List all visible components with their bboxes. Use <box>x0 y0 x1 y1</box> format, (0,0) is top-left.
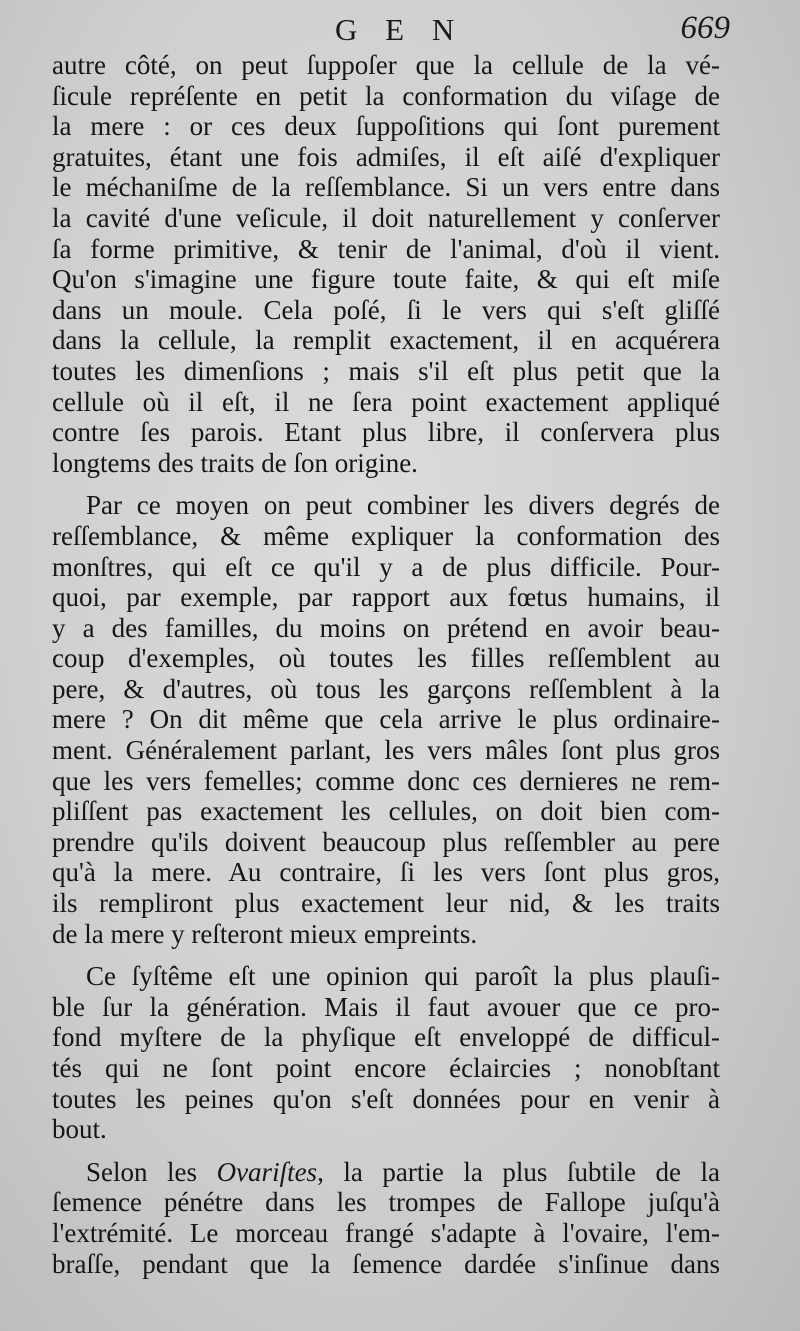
paragraph <box>52 490 720 949</box>
text-line: autre côté, on peut ſuppoſer que la cellule de la vé- <box>52 50 720 80</box>
text-line: ſa forme primitive, & tenir de l'animal, d'où il vient. <box>52 233 720 264</box>
text-line: mere ? On dit même que cela arrive le plus ordinaire- <box>52 704 720 735</box>
text-line: dans un moule. Cela poſé, ſi le vers qui s'eſt gliſſé <box>52 294 720 325</box>
text-line: Ce ſyſtême eſt une opinion qui paroît la plus plauſi- <box>86 961 720 992</box>
text-line: pliſſent pas exactement les cellules, on doit bien com- <box>52 796 720 827</box>
page-number: 669 <box>680 10 730 46</box>
text-line: ſicule repréſente en petit la conformation du viſage de <box>52 80 720 111</box>
text-line: ble ſur la génération. Mais il faut avouer que ce pro- <box>52 991 720 1022</box>
paragraph <box>52 1157 720 1279</box>
body-text <box>52 50 720 1279</box>
text-line: braſſe, pendant que la ſemence dardée s'inſinue dans <box>52 1248 720 1279</box>
text-line: toutes les peines qu'on s'eſt données pour en venir à <box>52 1083 720 1114</box>
text-line: reſſemblance, & même expliquer la conformation des <box>52 520 720 551</box>
text-line: l'extrémité. Le morceau frangé s'adapte à l'ovaire, l'em- <box>52 1217 720 1248</box>
text-line: tés qui ne ſont point encore éclaircies ; nonobſtant <box>52 1053 720 1083</box>
text-line: y a des familles, du moins on prétend en avoir beau- <box>52 612 720 643</box>
text-line: ils rempliront plus exactement leur nid, & les traits <box>52 888 720 919</box>
text-line: la cavité d'une veſicule, il doit naturellement y conſerver <box>52 202 720 233</box>
text-line: le méchaniſme de la reſſemblance. Si un vers entre dans <box>52 172 720 203</box>
text-line: que les vers femelles; comme donc ces dernieres ne rem- <box>52 765 720 796</box>
text-line: longtems des traits de ſon origine. <box>52 447 418 478</box>
text-line: Selon les Ovariſtes, la partie la plus ſubtile de la <box>86 1156 720 1187</box>
text-line: coup d'exemples, où toutes les filles reſſemblent au <box>52 643 720 674</box>
paragraph <box>52 961 720 1145</box>
paragraph <box>52 50 720 478</box>
text-line: monſtres, qui eſt ce qu'il y a de plus difficile. Pour- <box>52 551 720 582</box>
text-line: quoi, par exemple, par rapport aux fœtus humains, il <box>52 582 720 613</box>
running-head: G E N <box>335 12 465 47</box>
text-line: gratuites, étant une fois admiſes, il eſt aiſé d'expliquer <box>52 141 720 172</box>
paragraph-gap <box>52 1145 720 1157</box>
text-line: ment. Généralement parlant, les vers mâles ſont plus gros <box>52 735 720 766</box>
text-line: de la mere y reſteront mieux empreints. <box>52 918 478 949</box>
page-header <box>0 8 800 48</box>
text-line: dans la cellule, la remplit exactement, il en acquérera <box>52 325 720 356</box>
text-line: pere, & d'autres, où tous les garçons reſſemblent à la <box>52 673 720 704</box>
paragraph-gap <box>52 478 720 490</box>
text-line: prendre qu'ils doivent beaucoup plus reſſembler au pere <box>52 826 720 857</box>
text-line: ſemence pénétre dans les trompes de Fallope juſqu'à <box>52 1187 720 1218</box>
text-line: bout. <box>52 1114 107 1145</box>
paragraph-gap <box>52 949 720 961</box>
text-line: fond myſtere de la phyſique eſt enveloppé de difficul- <box>52 1022 720 1053</box>
italic-term: Ovariſtes <box>216 1156 318 1187</box>
text-line: Qu'on s'imagine une figure toute faite, & qui eſt miſe <box>52 264 720 295</box>
text-line: la mere : or ces deux ſuppoſitions qui ſont purement <box>52 111 720 142</box>
text-line: Par ce moyen on peut combiner les divers degrés de <box>86 490 720 521</box>
text-line: toutes les dimenſions ; mais s'il eſt plus petit que la <box>52 355 720 386</box>
text-line: cellule où il eſt, il ne ſera point exactement appliqué <box>52 386 720 417</box>
text-line: contre ſes parois. Etant plus libre, il conſervera plus <box>52 417 720 448</box>
text-line: qu'à la mere. Au contraire, ſi les vers ſont plus gros, <box>52 857 720 888</box>
